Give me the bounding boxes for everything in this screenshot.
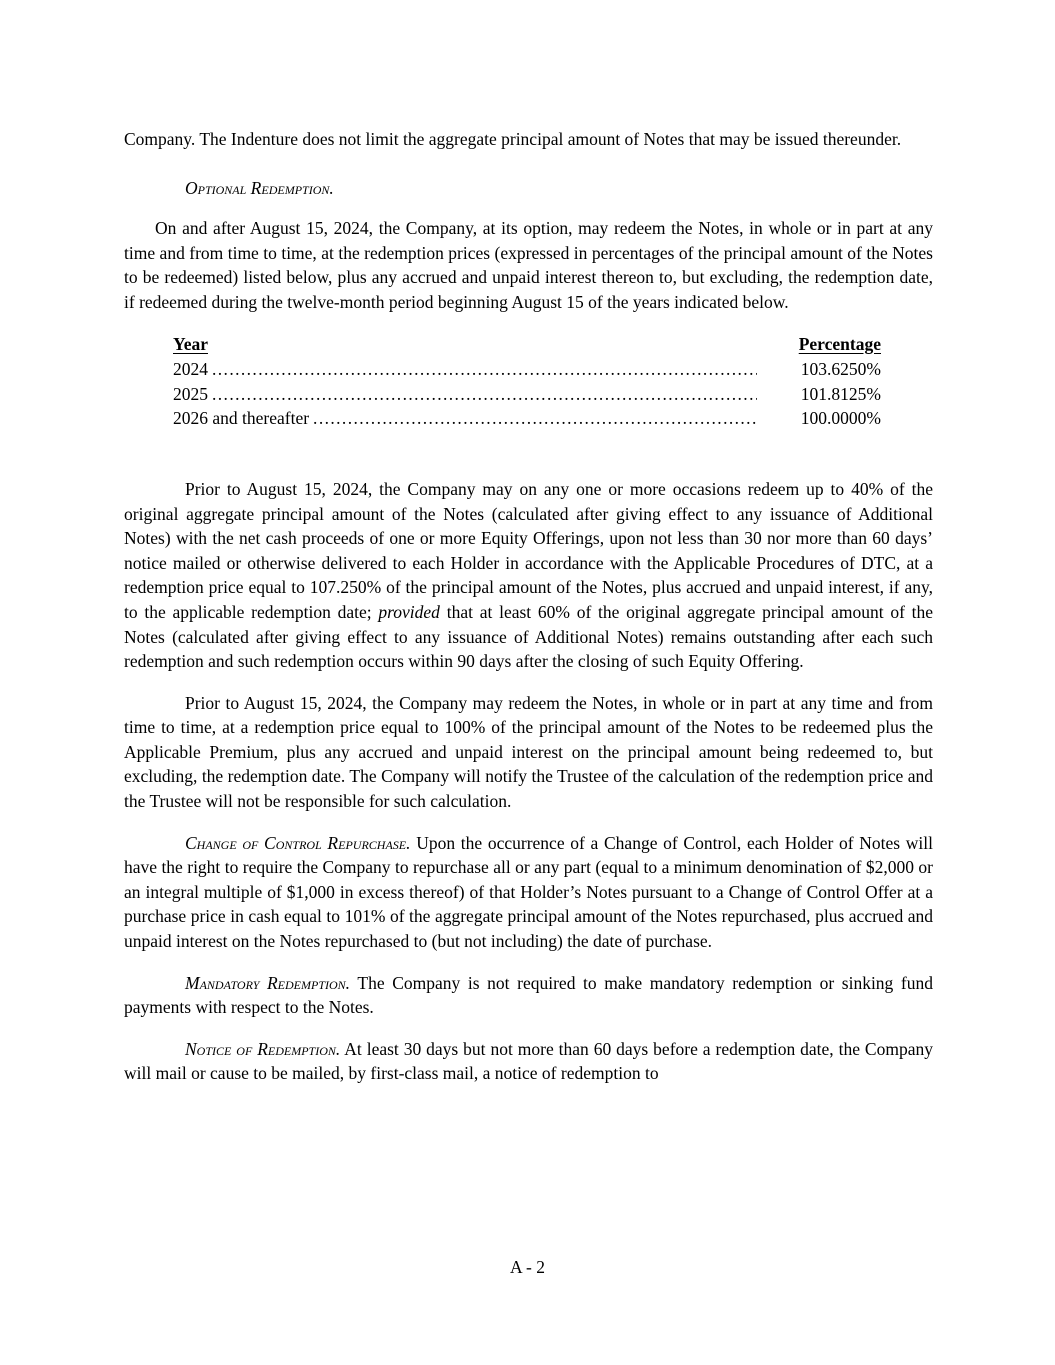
- page-number: A - 2: [510, 1257, 545, 1277]
- page-content: [124, 127, 933, 1103]
- optional-redemption-heading-text: Optional Redemption.: [185, 177, 334, 198]
- change-of-control-heading: Change of Control Repurchase.: [185, 832, 411, 853]
- year-cell: 2026 and thereafter: [173, 408, 310, 429]
- notice-of-redemption-body: At least 30 days but not more than 60 days before a redemption date, the Company will mail or cause to be mailed, by first-class mail, a notice of redemption to: [124, 1038, 933, 1084]
- change-of-control-paragraph: [124, 831, 933, 954]
- table-header-year: Year: [173, 333, 208, 354]
- notice-of-redemption-paragraph: [124, 1037, 933, 1086]
- equity-offering-paragraph: [124, 477, 933, 674]
- percentage-cell: 100.0000%: [800, 408, 881, 429]
- emphasis-provided: provided: [378, 601, 440, 622]
- change-of-control-body: Upon the occurrence of a Change of Control, each Holder of Notes will have the right to require the Company to repurchase all or any part (equal to a minimum denomination of $2,000 or an integral multiple of $1,000 in excess thereof) of that Holder’s Notes pursuant to a Change of Control Offer at a purchase price in cash equal to 101% of the aggregate principal amount of the Notes repurchased, plus accrued and unpaid interest on the Notes repurchased to (but not including) the date of purchase.: [124, 832, 934, 952]
- optional-redemption-heading: [124, 176, 933, 201]
- percentage-cell: 101.8125%: [800, 383, 881, 404]
- equity-offering-text-1: Prior to August 15, 2024, the Company may on any one or more occasions redeem up to 40% of the original aggregate principal amount of the Notes (calculated after giving effect to any issuance of Additional Notes) with the net cash proceeds of one or more Equity Offerings, upon not less than 30 nor more than 60 days’ notice mailed or otherwise delivered to each Holder in accordance with the Applicable Procedures of DTC, at a redemption price equal to 107.250% of the principal amount of the Notes, plus accrued and unpaid interest, if any, to the applicable redemption date;: [124, 478, 933, 622]
- make-whole-paragraph: Prior to August 15, 2024, the Company may redeem the Notes, in whole or in part at any time and from time to time, at a redemption price equal to 100% of the principal amount of the Notes to be redeemed plus the Applicable Premium, plus any accrued and unpaid interest on the principal amount being redeemed to, but excluding, the redemption date. The Company will notify the Trustee of the calculation of the redemption price and the Trustee will not be responsible for such calculation.: [124, 692, 933, 812]
- table-row: [173, 382, 881, 407]
- table-row: [173, 357, 881, 382]
- percentage-cell: 103.6250%: [800, 359, 881, 380]
- dot-leader: [313, 406, 757, 431]
- mandatory-redemption-body: The Company is not required to make mandatory redemption or sinking fund payments with respect to the Notes.: [124, 972, 933, 1018]
- dot-leader: [212, 382, 757, 407]
- table-row: [173, 406, 881, 431]
- mandatory-redemption-heading: Mandatory Redemption.: [185, 972, 351, 993]
- optional-redemption-intro-paragraph: On and after August 15, 2024, the Company, at its option, may redeem the Notes, in whole or in part at any time and from time to time, at the redemption prices (expressed in percentages of the principal amount of the Notes to be redeemed) listed below, plus any accrued and unpaid interest thereon to, but excluding, the redemption date, if redeemed during the twelve-month period beginning August 15 of the years indicated below.: [124, 218, 933, 312]
- mandatory-redemption-paragraph: [124, 971, 933, 1020]
- continuation-paragraph: Company. The Indenture does not limit the aggregate principal amount of Notes that may be issued thereunder.: [124, 129, 902, 149]
- year-cell: 2025: [173, 383, 208, 404]
- table-header-row: [173, 332, 881, 357]
- notice-of-redemption-heading: Notice of Redemption.: [185, 1038, 341, 1059]
- year-cell: 2024: [173, 359, 208, 380]
- equity-offering-text-2: that at least 60% of the original aggregate principal amount of the Notes (calculated after giving effect to any issuance of Additional Notes) remains outstanding after each such redemption and such redemption occurs within 90 days after the closing of such Equity Offering.: [124, 601, 934, 672]
- table-header-percentage: Percentage: [798, 333, 881, 354]
- dot-leader: [212, 357, 757, 382]
- redemption-price-table: [173, 332, 881, 431]
